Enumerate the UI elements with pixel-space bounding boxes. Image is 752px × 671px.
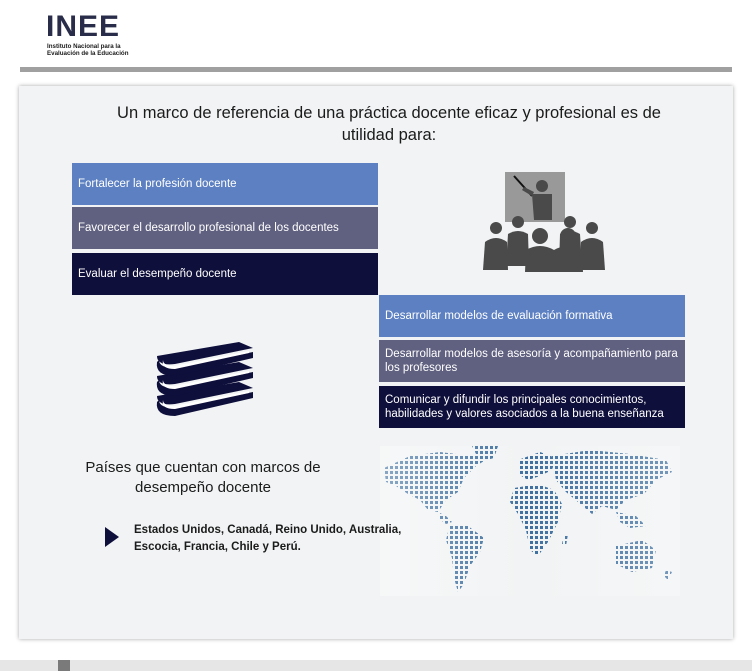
lecture-icon — [462, 170, 608, 272]
header-divider — [20, 67, 732, 72]
logo-line-2: Evaluación de la Educación — [47, 50, 129, 57]
purpose-left-3: Evaluar el desempeño docente — [72, 253, 378, 295]
arrow-right-icon — [105, 527, 119, 547]
footer-bar — [0, 660, 752, 671]
footer-marker — [58, 660, 70, 671]
world-map-icon — [380, 446, 680, 596]
countries-title: Países que cuentan con marcos de desempeño docente — [85, 459, 321, 496]
header — [0, 0, 752, 72]
panel-heading: Un marco de referencia de una práctica docente eficaz y profesional es de utilidad para: — [117, 104, 661, 144]
books-icon — [155, 342, 259, 418]
purpose-left-2: Favorecer el desarrollo profesional de los docentes — [72, 207, 378, 249]
purpose-right-3: Comunicar y difundir los principales conocimientos, habilidades y valores asociados a la buena enseñanza — [379, 386, 685, 428]
logo-word: INEE — [46, 10, 121, 43]
content-panel — [19, 86, 733, 639]
purpose-right-1: Desarrollar modelos de evaluación formativa — [379, 295, 685, 337]
purpose-left-1: Fortalecer la profesión docente — [72, 163, 378, 205]
inee-logo — [46, 10, 129, 64]
logo-line-1: Instituto Nacional para la — [47, 43, 121, 50]
countries-list: Estados Unidos, Canadá, Reino Unido, Australia, Escocia, Francia, Chile y Perú. — [134, 524, 402, 553]
purpose-right-2: Desarrollar modelos de asesoría y acompañamiento para los profesores — [379, 340, 685, 382]
